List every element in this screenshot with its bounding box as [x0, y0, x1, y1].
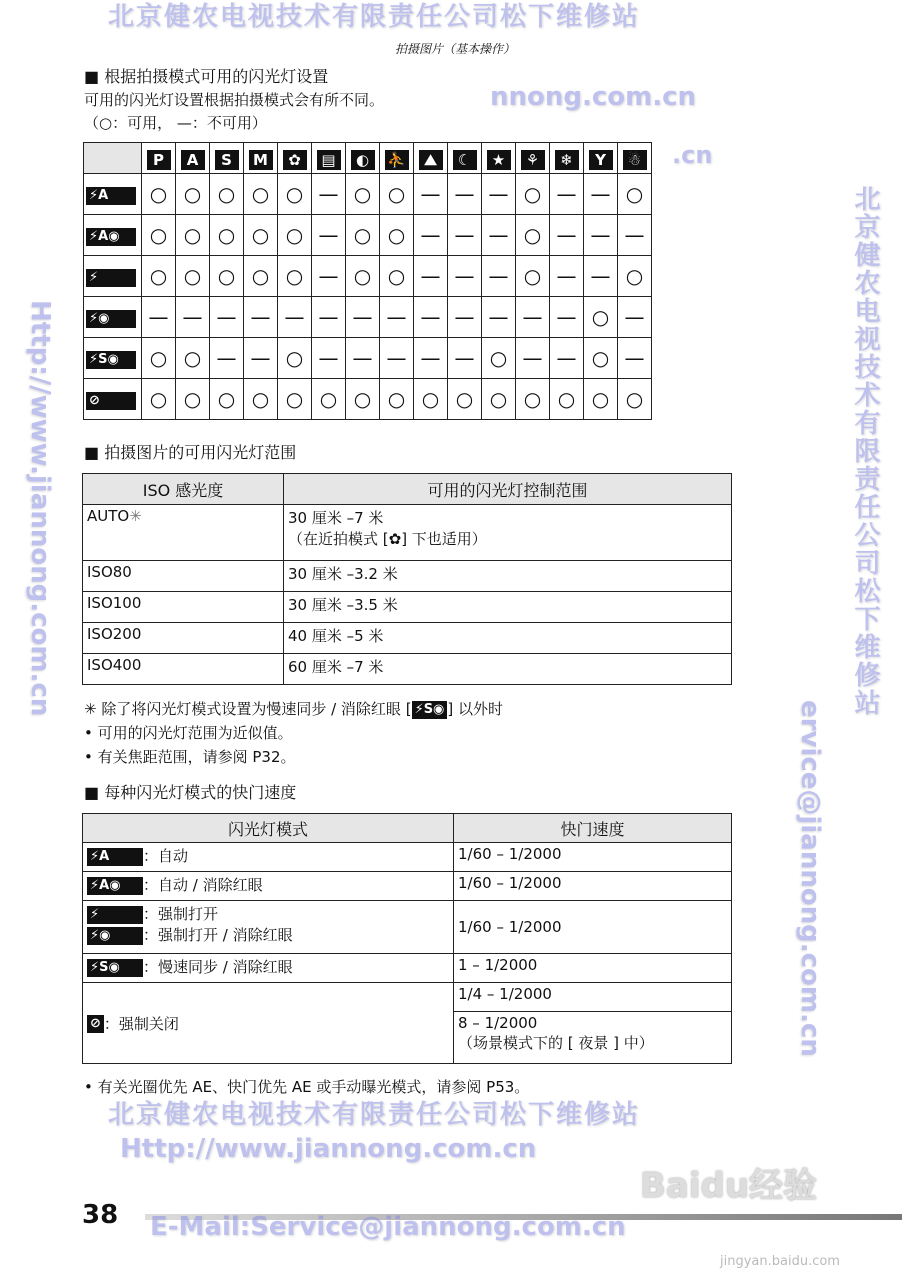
- mode-icon: A: [181, 150, 205, 170]
- mode-icon: ◐: [351, 150, 375, 170]
- mode-header: [414, 143, 448, 174]
- availability-cell: ○: [618, 174, 652, 215]
- flash-setting-label: [84, 297, 142, 338]
- footer-rule: [145, 1214, 902, 1220]
- table-row: [84, 174, 652, 215]
- availability-cell: ○: [482, 379, 516, 420]
- mode-icon: S: [215, 150, 239, 170]
- availability-cell: —: [312, 297, 346, 338]
- col-shutter: 快门速度: [454, 814, 732, 843]
- footnote-asterisk: [84, 698, 503, 719]
- running-title: 拍摄图片（基本操作）: [395, 42, 516, 56]
- availability-cell: —: [414, 174, 448, 215]
- asterisk: ✳: [129, 507, 142, 525]
- range-cell: 30 厘米 –3.2 米: [284, 561, 732, 592]
- mode-icon: ☃: [623, 150, 647, 170]
- availability-cell: ○: [210, 174, 244, 215]
- availability-cell: —: [448, 297, 482, 338]
- availability-cell: —: [414, 215, 448, 256]
- mode-label: ：强制关闭: [103, 1014, 179, 1033]
- availability-cell: ○: [584, 379, 618, 420]
- note-focus: • 有关焦距范围，请参阅 P32。: [84, 748, 296, 766]
- mode-icon: ☾: [453, 150, 477, 170]
- page-number: 38: [82, 1200, 119, 1230]
- availability-cell: ○: [142, 215, 176, 256]
- mode-label: ：自动 / 消除红眼: [143, 876, 263, 894]
- availability-cell: ○: [176, 338, 210, 379]
- flash-setting-icon: ⚡S◉: [86, 351, 136, 369]
- availability-cell: ○: [278, 379, 312, 420]
- flash-setting-label: [84, 174, 142, 215]
- table-row: [84, 338, 652, 379]
- availability-cell: —: [380, 297, 414, 338]
- flash-range-table: [82, 473, 732, 685]
- flash-availability-table: [83, 142, 652, 420]
- availability-cell: —: [584, 174, 618, 215]
- mode-icon: M: [249, 150, 273, 170]
- flash-on-icon: ⚡: [87, 906, 143, 924]
- flash-setting-icon: ⚡A◉: [86, 228, 136, 246]
- availability-cell: ○: [516, 379, 550, 420]
- flash-setting-label: [84, 338, 142, 379]
- mode-header: [346, 143, 380, 174]
- mode-cell: [83, 901, 454, 954]
- section3-footnote: • 有关光圈优先 AE、快门优先 AE 或手动曝光模式，请参阅 P53。: [84, 1078, 530, 1096]
- availability-cell: —: [550, 297, 584, 338]
- mode-header: [584, 143, 618, 174]
- availability-cell: —: [312, 174, 346, 215]
- flash-setting-icon: ⊘: [86, 392, 136, 410]
- availability-cell: ○: [142, 256, 176, 297]
- mode-cell: [83, 872, 454, 901]
- iso-cell: ISO400: [83, 654, 284, 685]
- availability-cell: —: [516, 338, 550, 379]
- flash-setting-icon: ⚡◉: [86, 310, 136, 328]
- availability-cell: —: [278, 297, 312, 338]
- availability-cell: —: [482, 215, 516, 256]
- watermark-url-3: Http://www.jiannong.com.cn: [120, 1134, 537, 1164]
- mode-header: [380, 143, 414, 174]
- availability-cell: ○: [584, 338, 618, 379]
- watermark-email: .cn: [672, 141, 713, 169]
- mode-header: [482, 143, 516, 174]
- flash-setting-icon: ⚡A: [86, 187, 136, 205]
- availability-cell: ○: [380, 256, 414, 297]
- section1-desc: 可用的闪光灯设置根据拍摄模式会有所不同。: [84, 91, 385, 109]
- section2-title: ■ 拍摄图片的可用闪光灯范围: [84, 443, 297, 462]
- availability-cell: ○: [210, 215, 244, 256]
- mode-icon: ★: [487, 150, 511, 170]
- availability-cell: ○: [482, 338, 516, 379]
- watermark-url: nnong.com.cn: [490, 82, 697, 112]
- speed-cell: 1/60 – 1/2000: [454, 843, 732, 872]
- availability-cell: ○: [278, 338, 312, 379]
- iso-cell: ISO80: [83, 561, 284, 592]
- flash-off-icon: ⊘: [87, 1015, 104, 1033]
- availability-cell: —: [142, 297, 176, 338]
- availability-cell: —: [448, 174, 482, 215]
- availability-cell: —: [550, 215, 584, 256]
- range-cell: 30 厘米 –3.5 米: [284, 592, 732, 623]
- slow-sync-redeye-icon: ⚡S◉: [412, 701, 448, 719]
- speed-cell: 1/4 – 1/2000: [454, 983, 732, 1012]
- availability-cell: ○: [210, 256, 244, 297]
- mode-header: [176, 143, 210, 174]
- range-cell: 60 厘米 –7 米: [284, 654, 732, 685]
- availability-cell: —: [482, 256, 516, 297]
- availability-cell: ○: [176, 379, 210, 420]
- section3-title: ■ 每种闪光灯模式的快门速度: [84, 783, 297, 802]
- mode-header: [516, 143, 550, 174]
- availability-cell: ○: [550, 379, 584, 420]
- flash-setting-label: [84, 215, 142, 256]
- availability-cell: —: [550, 338, 584, 379]
- availability-cell: —: [312, 215, 346, 256]
- watermark-email-3: E-Mail:Service@jiannong.com.cn: [150, 1212, 626, 1242]
- mode-icon: ⛰: [419, 150, 443, 170]
- availability-cell: ○: [380, 215, 414, 256]
- availability-cell: ○: [142, 174, 176, 215]
- availability-cell: ○: [176, 215, 210, 256]
- col-flash-mode: 闪光灯模式: [83, 814, 454, 843]
- availability-cell: ○: [414, 379, 448, 420]
- range-cell: 40 厘米 –5 米: [284, 623, 732, 654]
- mode-icon: ✿: [283, 150, 307, 170]
- mode-cell: [83, 983, 454, 1064]
- range-note: （在近拍模式 [✿] 下也适用）: [288, 530, 487, 548]
- availability-cell: —: [448, 256, 482, 297]
- availability-cell: ○: [244, 379, 278, 420]
- availability-cell: —: [380, 338, 414, 379]
- iso-cell: [83, 505, 284, 561]
- mode-icon: ⛹: [385, 150, 409, 170]
- availability-cell: —: [312, 256, 346, 297]
- watermark-company: 北京健农电视技术有限责任公司松下维修站: [108, 2, 641, 32]
- availability-cell: —: [618, 338, 652, 379]
- availability-cell: —: [550, 174, 584, 215]
- note-text: ✳ 除了将闪光灯模式设置为慢速同步 / 消除红眼 [: [84, 700, 412, 718]
- watermark-url-2: Http://www.jiannong.com.cn: [25, 300, 55, 717]
- availability-cell: —: [244, 297, 278, 338]
- mode-icon: ❄: [555, 150, 579, 170]
- availability-cell: ○: [448, 379, 482, 420]
- corner-cell: [84, 143, 142, 174]
- availability-cell: ○: [278, 256, 312, 297]
- note-text: ] 以外时: [447, 700, 504, 718]
- availability-cell: —: [516, 297, 550, 338]
- flash-setting-label: [84, 379, 142, 420]
- flash-setting-icon: ⚡: [86, 269, 136, 287]
- availability-cell: ○: [380, 174, 414, 215]
- availability-cell: ○: [210, 379, 244, 420]
- availability-cell: ○: [142, 338, 176, 379]
- col-range: 可用的闪光灯控制范围: [284, 474, 732, 505]
- iso-value: AUTO: [87, 507, 130, 525]
- availability-cell: —: [210, 297, 244, 338]
- mode-label: ：强制打开: [143, 905, 219, 923]
- speed-note: （场景模式下的 [ 夜景 ] 中）: [458, 1034, 654, 1052]
- iso-cell: ISO100: [83, 592, 284, 623]
- availability-cell: ○: [516, 174, 550, 215]
- availability-cell: ○: [516, 256, 550, 297]
- flash-on-redeye-icon: ⚡◉: [87, 927, 143, 945]
- mode-icon: P: [147, 150, 171, 170]
- flash-setting-label: [84, 256, 142, 297]
- availability-cell: —: [346, 338, 380, 379]
- range-value: 30 厘米 –7 米: [288, 509, 384, 527]
- mode-cell: [83, 954, 454, 983]
- mode-header: [210, 143, 244, 174]
- availability-cell: —: [414, 297, 448, 338]
- iso-cell: ISO200: [83, 623, 284, 654]
- availability-cell: —: [482, 174, 516, 215]
- mode-header: [244, 143, 278, 174]
- range-cell: [284, 505, 732, 561]
- speed-cell: 1/60 – 1/2000: [454, 901, 732, 954]
- speed-cell: 1/60 – 1/2000: [454, 872, 732, 901]
- availability-cell: ○: [142, 379, 176, 420]
- baidu-logo: Baidu经验: [640, 1166, 818, 1206]
- availability-cell: —: [448, 338, 482, 379]
- speed-cell: 1 – 1/2000: [454, 954, 732, 983]
- baidu-url: jingyan.baidu.com: [720, 1254, 840, 1269]
- mode-icon: Y: [589, 150, 613, 170]
- mode-header: [142, 143, 176, 174]
- availability-cell: ○: [346, 215, 380, 256]
- availability-cell: ○: [346, 379, 380, 420]
- availability-cell: —: [346, 297, 380, 338]
- table-row: [84, 215, 652, 256]
- speed-cell: [454, 1012, 732, 1064]
- table-row: [84, 297, 652, 338]
- col-iso: ISO 感光度: [83, 474, 284, 505]
- availability-cell: —: [550, 256, 584, 297]
- section1-title: ■ 根据拍摄模式可用的闪光灯设置: [84, 67, 329, 86]
- mode-header: [312, 143, 346, 174]
- availability-cell: ○: [346, 256, 380, 297]
- mode-header: [550, 143, 584, 174]
- availability-cell: ○: [312, 379, 346, 420]
- flash-auto-redeye-icon: ⚡A◉: [87, 877, 143, 895]
- availability-cell: —: [584, 215, 618, 256]
- availability-cell: ○: [278, 215, 312, 256]
- mode-cell: [83, 843, 454, 872]
- availability-cell: —: [414, 256, 448, 297]
- availability-cell: ○: [516, 215, 550, 256]
- table-row: [84, 379, 652, 420]
- availability-cell: ○: [176, 174, 210, 215]
- availability-cell: ○: [618, 379, 652, 420]
- availability-cell: ○: [278, 174, 312, 215]
- availability-cell: —: [618, 297, 652, 338]
- watermark-company-2: 北京健农电视技术有限责任公司松下维修站: [850, 185, 880, 717]
- availability-cell: —: [448, 215, 482, 256]
- availability-cell: —: [482, 297, 516, 338]
- availability-cell: —: [618, 215, 652, 256]
- availability-cell: —: [584, 256, 618, 297]
- availability-cell: —: [210, 338, 244, 379]
- mode-header: [278, 143, 312, 174]
- mode-header-row: [84, 143, 652, 174]
- availability-cell: —: [414, 338, 448, 379]
- watermark-email-2: ervice@jiannong.com.cn: [795, 700, 825, 1057]
- mode-label: ：自动: [143, 847, 189, 865]
- section1-legend: （○：可用， —：不可用）: [84, 114, 267, 132]
- mode-icon: ⚘: [521, 150, 545, 170]
- table-row: [84, 256, 652, 297]
- availability-cell: —: [312, 338, 346, 379]
- speed-value: 8 – 1/2000: [458, 1014, 538, 1032]
- shutter-speed-table: [82, 813, 732, 1064]
- availability-cell: ○: [244, 174, 278, 215]
- mode-header: [448, 143, 482, 174]
- availability-cell: ○: [244, 215, 278, 256]
- mode-icon: ▤: [317, 150, 341, 170]
- availability-cell: —: [176, 297, 210, 338]
- flash-slow-sync-icon: ⚡S◉: [87, 959, 143, 977]
- mode-header: [618, 143, 652, 174]
- flash-auto-icon: ⚡A: [87, 848, 143, 866]
- availability-cell: ○: [346, 174, 380, 215]
- availability-cell: ○: [176, 256, 210, 297]
- note-approx: • 可用的闪光灯范围为近似值。: [84, 724, 293, 742]
- watermark-company-3: 北京健农电视技术有限责任公司松下维修站: [108, 1100, 641, 1130]
- availability-cell: ○: [380, 379, 414, 420]
- mode-label: ：慢速同步 / 消除红眼: [143, 958, 293, 976]
- availability-cell: ○: [244, 256, 278, 297]
- availability-cell: ○: [584, 297, 618, 338]
- mode-label: ：强制打开 / 消除红眼: [143, 926, 293, 944]
- availability-cell: —: [244, 338, 278, 379]
- availability-cell: ○: [618, 256, 652, 297]
